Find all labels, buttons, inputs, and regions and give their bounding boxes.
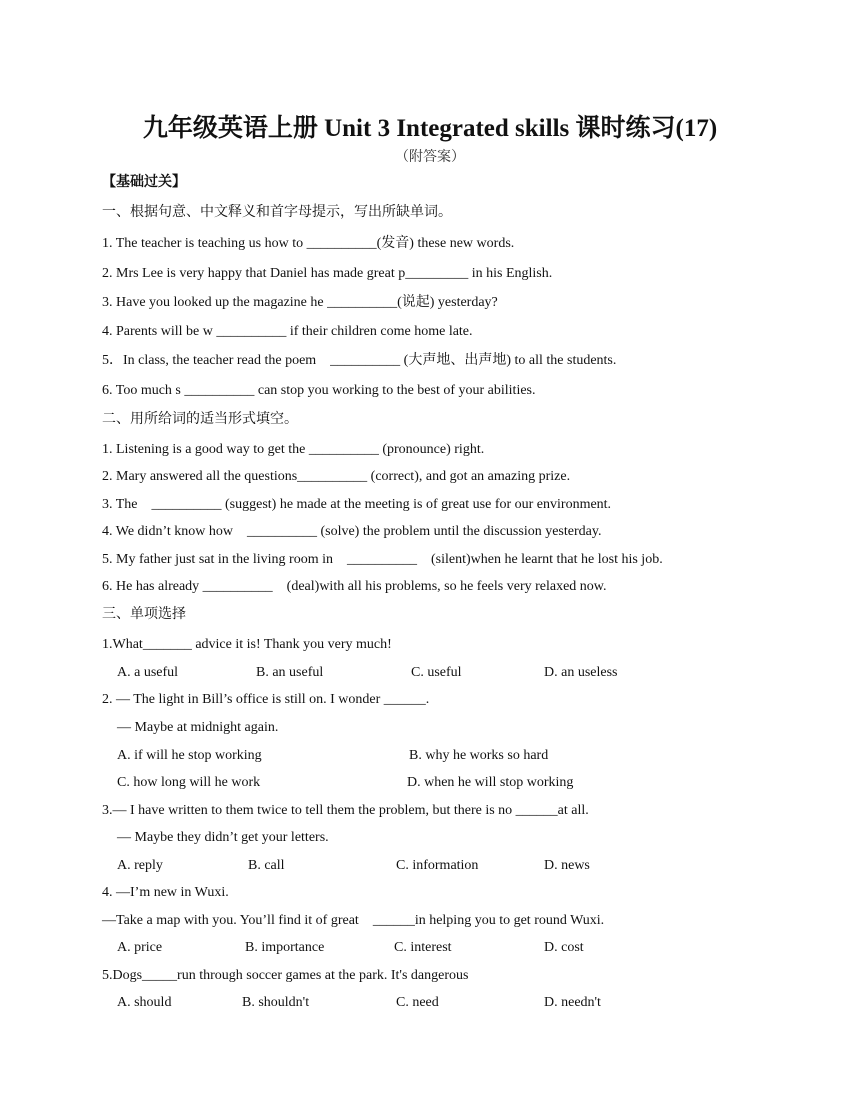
question-stem: 4. —I’m new in Wuxi. <box>102 885 229 900</box>
part1-item: 6. Too much s __________ can stop you working to the best of your abilities. <box>102 383 536 398</box>
part2-item: 1. Listening is a good way to get the __________ (pronounce) right. <box>102 442 485 457</box>
option-b: B. an useful <box>256 665 324 680</box>
question-stem: 1.What_______ advice it is! Thank you very much! <box>102 637 392 652</box>
part2-item: 6. He has already __________ (deal)with all his problems, so he feels very relaxed now. <box>102 579 607 594</box>
option-a: A. price <box>117 940 163 955</box>
section-basic-heading: 【基础过关】 <box>102 175 186 190</box>
dialog-reply: — Maybe at midnight again. <box>117 720 279 735</box>
option-b: B. why he works so hard <box>409 748 549 763</box>
part1-item: 3. Have you looked up the magazine he __________(说起) yesterday? <box>102 295 498 310</box>
option-c: C. need <box>396 995 439 1010</box>
option-b: B. call <box>248 858 285 873</box>
option-c: C. how long will he work <box>117 775 261 790</box>
dialog-reply: —Take a map with you. You’ll find it of great ______in helping you to get round Wuxi. <box>102 913 605 928</box>
part2-heading: 二、用所给词的适当形式填空。 <box>102 412 298 427</box>
part1-item: 2. Mrs Lee is very happy that Daniel has made great p_________ in his English. <box>102 266 553 281</box>
dialog-reply: — Maybe they didn’t get your letters. <box>117 830 329 845</box>
answer-note: （附答案） <box>395 150 465 165</box>
part3-heading: 三、单项选择 <box>102 607 186 622</box>
option-c: C. interest <box>394 940 452 955</box>
part2-item: 4. We didn’t know how __________ (solve) the problem until the discussion yesterday. <box>102 524 602 539</box>
option-a: A. a useful <box>117 665 179 680</box>
option-d: D. news <box>544 858 590 873</box>
option-d: D. when he will stop working <box>407 775 574 790</box>
option-c: C. information <box>396 858 479 873</box>
part1-item: 1. The teacher is teaching us how to __________(发音) these new words. <box>102 236 515 251</box>
option-d: D. an useless <box>544 665 618 680</box>
part2-item: 5. My father just sat in the living room in __________ (silent)when he learnt that he lost his job. <box>102 552 663 567</box>
option-b: B. importance <box>245 940 325 955</box>
part2-item: 2. Mary answered all the questions__________ (correct), and got an amazing prize. <box>102 469 571 484</box>
part1-item: 4. Parents will be w __________ if their children come home late. <box>102 324 473 339</box>
question-stem: 2. — The light in Bill’s office is still on. I wonder ______. <box>102 692 430 707</box>
question-stem: 3.— I have written to them twice to tell them the problem, but there is no ______at all. <box>102 803 589 818</box>
option-a: A. if will he stop working <box>117 748 262 763</box>
part2-item: 3. The __________ (suggest) he made at the meeting is of great use for our environment. <box>102 497 612 512</box>
option-d: D. needn't <box>544 995 601 1010</box>
option-d: D. cost <box>544 940 584 955</box>
option-c: C. useful <box>411 665 462 680</box>
option-a: A. should <box>117 995 172 1010</box>
part1-item: 5．In class, the teacher read the poem __________ (大声地、出声地) to all the students. <box>102 353 617 368</box>
part1-heading: 一、根据句意、中文释义和首字母提示，写出所缺单词。 <box>102 205 452 220</box>
option-b: B. shouldn't <box>242 995 310 1010</box>
page-title: 九年级英语上册 Unit 3 Integrated skills 课时练习(17) <box>142 115 718 142</box>
option-a: A. reply <box>117 858 163 873</box>
question-stem: 5.Dogs_____run through soccer games at the park. It's dangerous <box>102 968 469 983</box>
